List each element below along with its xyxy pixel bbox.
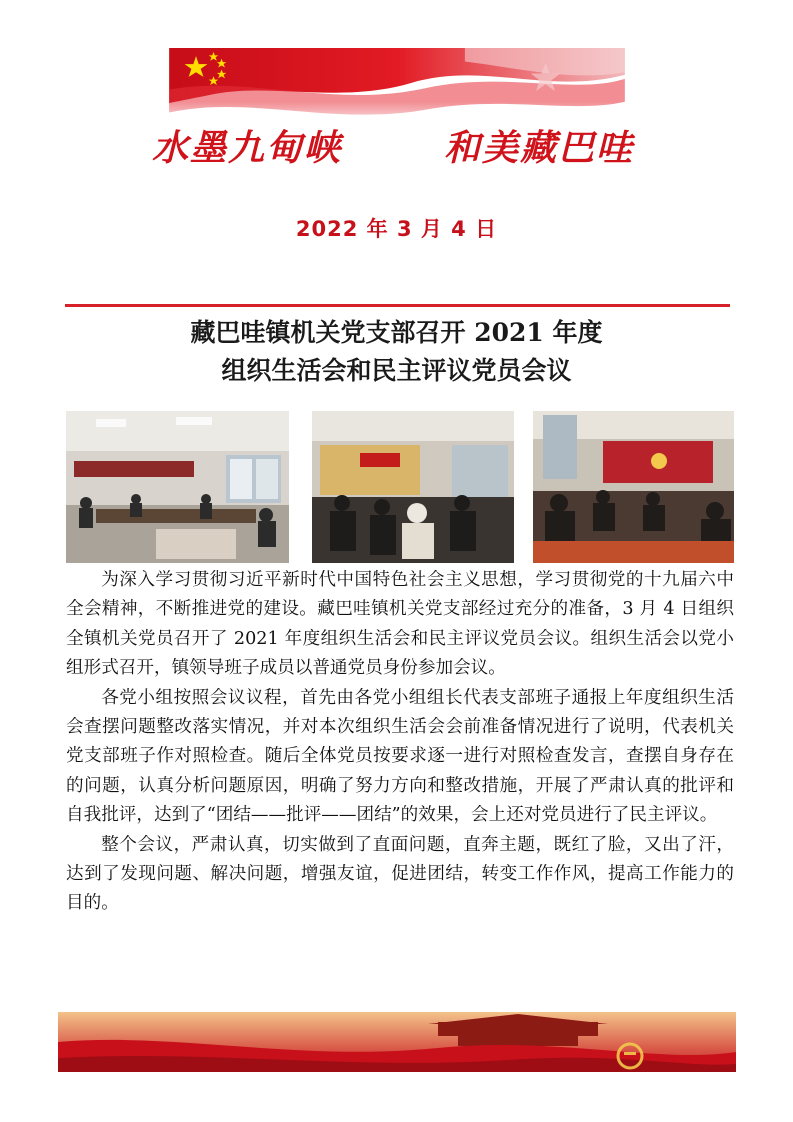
- title-line-2: 组织生活会和民主评议党员会议: [221, 356, 572, 385]
- slogan-left: 水墨九甸峡: [152, 127, 343, 169]
- publish-date: 2022 年 3 月 4 日: [295, 217, 498, 241]
- meeting-photo-2: [312, 411, 514, 563]
- flag-wave-graphic: [58, 48, 736, 130]
- article-title: [0, 314, 793, 390]
- article-paragraph-3: 整个会议，严肃认真，切实做到了直面问题，直奔主题，既红了脸，又出了汗，达到了发现问题、解决问题，增强友谊，促进团结，转变工作作风，提高工作能力的目的。: [66, 834, 734, 914]
- slogan-right: 和美藏巴哇: [444, 127, 635, 169]
- title-line-1: 藏巴哇镇机关党支部召开 2021 年度: [190, 318, 603, 347]
- article-paragraph-1: 为深入学习贯彻习近平新时代中国特色社会主义思想，学习贯彻党的十九届六中全会精神，不断推进党的建设。藏巴哇镇机关党支部经过充分的准备，3 月 4 日组织全镇机关党员召开了 2021 年度组织生活会和民主评议党员会议。组织生活会以党小组形式召开，镇领导班子成员以普通党员身份参加会议。: [66, 570, 734, 679]
- title-divider: [65, 304, 730, 307]
- meeting-photo-3: [533, 411, 734, 563]
- article-paragraph-2: 各党小组按照会议议程，首先由各党小组组长代表支部班子通报上年度组织生活会查摆问题整改落实情况，并对本次组织生活会会前准备情况进行了说明，代表机关党支部班子作对照检查。随后全体党员按要求逐一进行对照检查发言，查摆自身存在的问题，认真分析问题原因，明确了努力方向和整改措施，开展了严肃认真的批评和自我批评，达到了“团结——批评——团结”的效果，会上还对党员进行了民主评议。: [66, 687, 734, 826]
- article-body: [66, 566, 734, 919]
- meeting-photo-1: [66, 411, 289, 563]
- footer-banner: [58, 1012, 736, 1072]
